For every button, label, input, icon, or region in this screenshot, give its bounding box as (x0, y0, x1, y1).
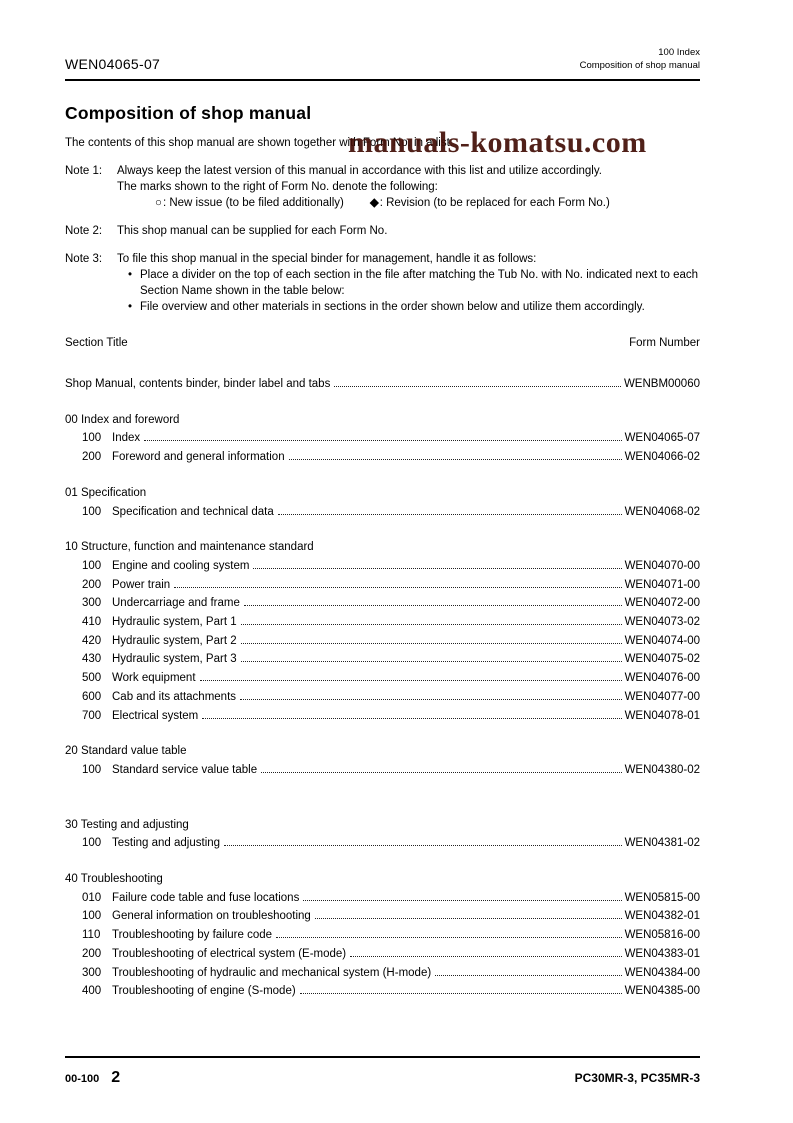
toc-dot-leader (315, 918, 622, 919)
toc-dot-leader (289, 459, 622, 460)
toc-entry-number: 100 (82, 432, 102, 445)
page-header (65, 0, 700, 81)
toc-row (65, 503, 700, 522)
toc-entry-number: 100 (82, 763, 102, 776)
note-3-bullet-1 (128, 267, 700, 299)
toc-entry-title: Shop Manual, contents binder, binder label and tabs (65, 378, 331, 390)
toc-entry-form-number: WEN04384-00 (624, 966, 700, 979)
toc-entry-number: 420 (82, 634, 102, 647)
toc-dot-leader (253, 568, 621, 569)
note-2-text: This shop manual can be supplied for each Form No. (117, 225, 388, 237)
toc-row (65, 669, 700, 688)
toc-entry-number: 100 (82, 559, 102, 572)
toc-entry-number: 100 (82, 505, 102, 518)
toc-header-form-number: Form Number (629, 337, 700, 349)
toc-dot-leader (202, 718, 621, 719)
toc-entry-title: Cab and its attachments (112, 690, 237, 703)
toc-entry-form-number: WEN05815-00 (624, 891, 700, 904)
toc-entry-form-number: WEN04385-00 (624, 985, 700, 998)
note-1-label: Note 1: (65, 165, 103, 177)
toc-entry-title: Engine and cooling system (112, 559, 250, 572)
toc-row (65, 613, 700, 632)
toc-entry-form-number: WEN04070-00 (624, 559, 700, 572)
toc-row (65, 429, 700, 448)
toc-entry-number: 500 (82, 672, 102, 685)
toc-row (65, 688, 700, 707)
toc-entry-form-number: WEN04071-00 (624, 578, 700, 591)
toc-entry-form-number: WEN04382-01 (624, 910, 700, 923)
toc-row (65, 761, 700, 780)
toc-entry-form-number: WEN04075-02 (624, 653, 700, 666)
revision-diamond-icon: ◆ (369, 197, 379, 209)
toc-group (65, 538, 700, 725)
toc-dot-leader (278, 514, 622, 515)
toc-row (65, 375, 700, 394)
toc-header-section-title: Section Title (65, 337, 128, 349)
bullet-icon: • (128, 301, 133, 313)
footer-model-names: PC30MR-3, PC35MR-3 (574, 1071, 700, 1085)
toc-entry-form-number: WEN04076-00 (624, 672, 700, 685)
toc-group (65, 411, 700, 467)
header-right-block (580, 46, 700, 72)
toc-entry-title: Troubleshooting by failure code (112, 929, 273, 942)
header-index-line: 100 Index (658, 47, 700, 58)
toc-row (65, 632, 700, 651)
toc-entry-title: Failure code table and fuse locations (112, 891, 300, 904)
toc-group (65, 742, 700, 779)
page-title: Composition of shop manual (65, 103, 312, 123)
new-issue-circle-icon: ○ (155, 197, 162, 209)
footer-page-number: 2 (111, 1069, 121, 1086)
toc-group-title: 20 Standard value table (65, 745, 187, 758)
toc-row (65, 982, 700, 1001)
toc-entry-number: 600 (82, 690, 102, 703)
toc-dot-leader (240, 699, 622, 700)
toc-entry-number: 700 (82, 709, 102, 722)
toc-entry-number: 100 (82, 910, 102, 923)
toc-entry-form-number: WEN05816-00 (624, 929, 700, 942)
toc-dot-leader (144, 440, 621, 441)
toc-dot-leader (334, 386, 621, 387)
toc-entry-form-number: WEN04383-01 (624, 947, 700, 960)
toc-entry-form-number: WEN04380-02 (624, 763, 700, 776)
footer-left-block (65, 1069, 120, 1087)
watermark: manuals-komatsu.com (348, 126, 647, 159)
toc-entry-number: 400 (82, 985, 102, 998)
toc-entry-form-number: WEN04068-02 (624, 505, 700, 518)
note-2 (65, 223, 700, 239)
mark-revision-text: : Revision (to be replaced for each Form No.) (379, 197, 610, 209)
toc-row (65, 576, 700, 595)
toc-entry-title: Hydraulic system, Part 1 (112, 616, 237, 629)
note-3-bullet-2-text: File overview and other materials in sections in the order shown below and utilize them accordingly. (140, 301, 645, 313)
toc-entry-number: 300 (82, 966, 102, 979)
toc-dot-leader (224, 845, 622, 846)
header-subtitle-line: Composition of shop manual (579, 60, 700, 71)
note-3 (65, 251, 700, 315)
toc-groups (65, 411, 700, 1001)
note-3-text: To file this shop manual in the special binder for management, handle it as follows: (117, 253, 537, 265)
toc-entry-title: Testing and adjusting (112, 837, 221, 850)
toc-entry-number: 200 (82, 578, 102, 591)
intro-text: The contents of this shop manual are shown together with Form No. in a list. (65, 137, 453, 149)
toc-dot-leader (300, 993, 622, 994)
toc-dot-leader (174, 587, 621, 588)
mark-revision (370, 195, 610, 211)
toc-row (65, 889, 700, 908)
note-1 (65, 163, 700, 211)
toc-dot-leader (241, 624, 622, 625)
toc-entry-number: 200 (82, 947, 102, 960)
toc-group-title: 00 Index and foreword (65, 413, 180, 426)
toc-entry-form-number: WEN04065-07 (624, 432, 700, 445)
mark-new-issue-text: : New issue (to be filed additionally) (162, 197, 344, 209)
toc-row (65, 907, 700, 926)
toc-entry-number: 300 (82, 597, 102, 610)
toc-row (65, 834, 700, 853)
note-1-line-1: Always keep the latest version of this manual in accordance with this list and utilize accordingly. (117, 165, 602, 177)
toc-entry-number: 200 (82, 451, 102, 464)
toc-group (65, 816, 700, 853)
toc-entry-title: General information on troubleshooting (112, 910, 311, 923)
toc-dot-leader (244, 605, 622, 606)
toc-entry-title: Troubleshooting of electrical system (E-mode) (112, 947, 347, 960)
toc-entry-form-number: WEN04078-01 (624, 709, 700, 722)
toc-dot-leader (241, 661, 622, 662)
toc-group (65, 484, 700, 521)
marks-line (155, 195, 700, 211)
toc-dot-leader (435, 975, 621, 976)
toc-entry-title: Power train (112, 578, 171, 591)
note-1-line-2: The marks shown to the right of Form No. denote the following: (117, 181, 438, 193)
toc-group-title: 30 Testing and adjusting (65, 818, 189, 831)
toc-row (65, 945, 700, 964)
note-3-bullet-1-text: Place a divider on the top of each section in the file after matching the Tub No. with No. indicated next to each Section Name shown in the table below: (140, 269, 699, 297)
note-3-body (117, 251, 700, 315)
toc-dot-leader (261, 772, 621, 773)
toc-group-title: 40 Troubleshooting (65, 873, 163, 886)
toc-group-title: 01 Specification (65, 486, 147, 499)
toc-entry-title: Index (112, 432, 141, 445)
toc-entry-form-number: WEN04072-00 (624, 597, 700, 610)
note-1-body (117, 163, 700, 211)
toc-row (65, 707, 700, 726)
toc-entry-form-number: WEN04077-00 (624, 690, 700, 703)
header-form-number: WEN04065-07 (65, 56, 161, 72)
table-of-contents (65, 337, 700, 1001)
footer-section-code: 00-100 (65, 1073, 100, 1085)
toc-group (65, 870, 700, 1001)
toc-entry-number: 100 (82, 837, 102, 850)
toc-dot-leader (200, 680, 622, 681)
toc-dot-leader (303, 900, 621, 901)
toc-entry-form-number: WEN04074-00 (624, 634, 700, 647)
toc-entry-form-number: WEN04381-02 (624, 837, 700, 850)
toc-entry-title: Hydraulic system, Part 3 (112, 653, 237, 666)
toc-dot-leader (350, 956, 621, 957)
toc-entry-title: Foreword and general information (112, 451, 285, 464)
toc-entry-form-number: WEN04066-02 (624, 451, 700, 464)
toc-entry-number: 410 (82, 616, 102, 629)
note-2-label: Note 2: (65, 225, 103, 237)
bullet-icon: • (128, 269, 133, 281)
toc-row (65, 594, 700, 613)
toc-entry-title: Electrical system (112, 709, 199, 722)
toc-group-title: 10 Structure, function and maintenance standard (65, 541, 314, 554)
toc-row (65, 557, 700, 576)
toc-entry-title: Hydraulic system, Part 2 (112, 634, 237, 647)
toc-row (65, 448, 700, 467)
toc-header (65, 337, 700, 349)
toc-dot-leader (276, 937, 622, 938)
page-footer (65, 1056, 700, 1087)
toc-row (65, 650, 700, 669)
toc-row (65, 964, 700, 983)
toc-dot-leader (241, 643, 622, 644)
toc-entry-title: Troubleshooting of engine (S-mode) (112, 985, 296, 998)
toc-entry-title: Troubleshooting of hydraulic and mechanical system (H-mode) (112, 966, 432, 979)
toc-entry-title: Specification and technical data (112, 505, 274, 518)
toc-entry-number: 110 (82, 929, 101, 942)
note-3-bullet-2 (128, 299, 700, 315)
toc-row (65, 926, 700, 945)
note-3-label: Note 3: (65, 253, 103, 265)
toc-entry-title: Work equipment (112, 672, 196, 685)
toc-entry-title: Undercarriage and frame (112, 597, 240, 610)
mark-new-issue (155, 195, 344, 211)
toc-entry-form-number: WENBM00060 (623, 378, 700, 390)
toc-top-entry (65, 375, 700, 394)
toc-entry-number: 010 (82, 891, 102, 904)
toc-entry-form-number: WEN04073-02 (624, 616, 700, 629)
toc-entry-number: 430 (82, 653, 102, 666)
toc-entry-title: Standard service value table (112, 763, 258, 776)
